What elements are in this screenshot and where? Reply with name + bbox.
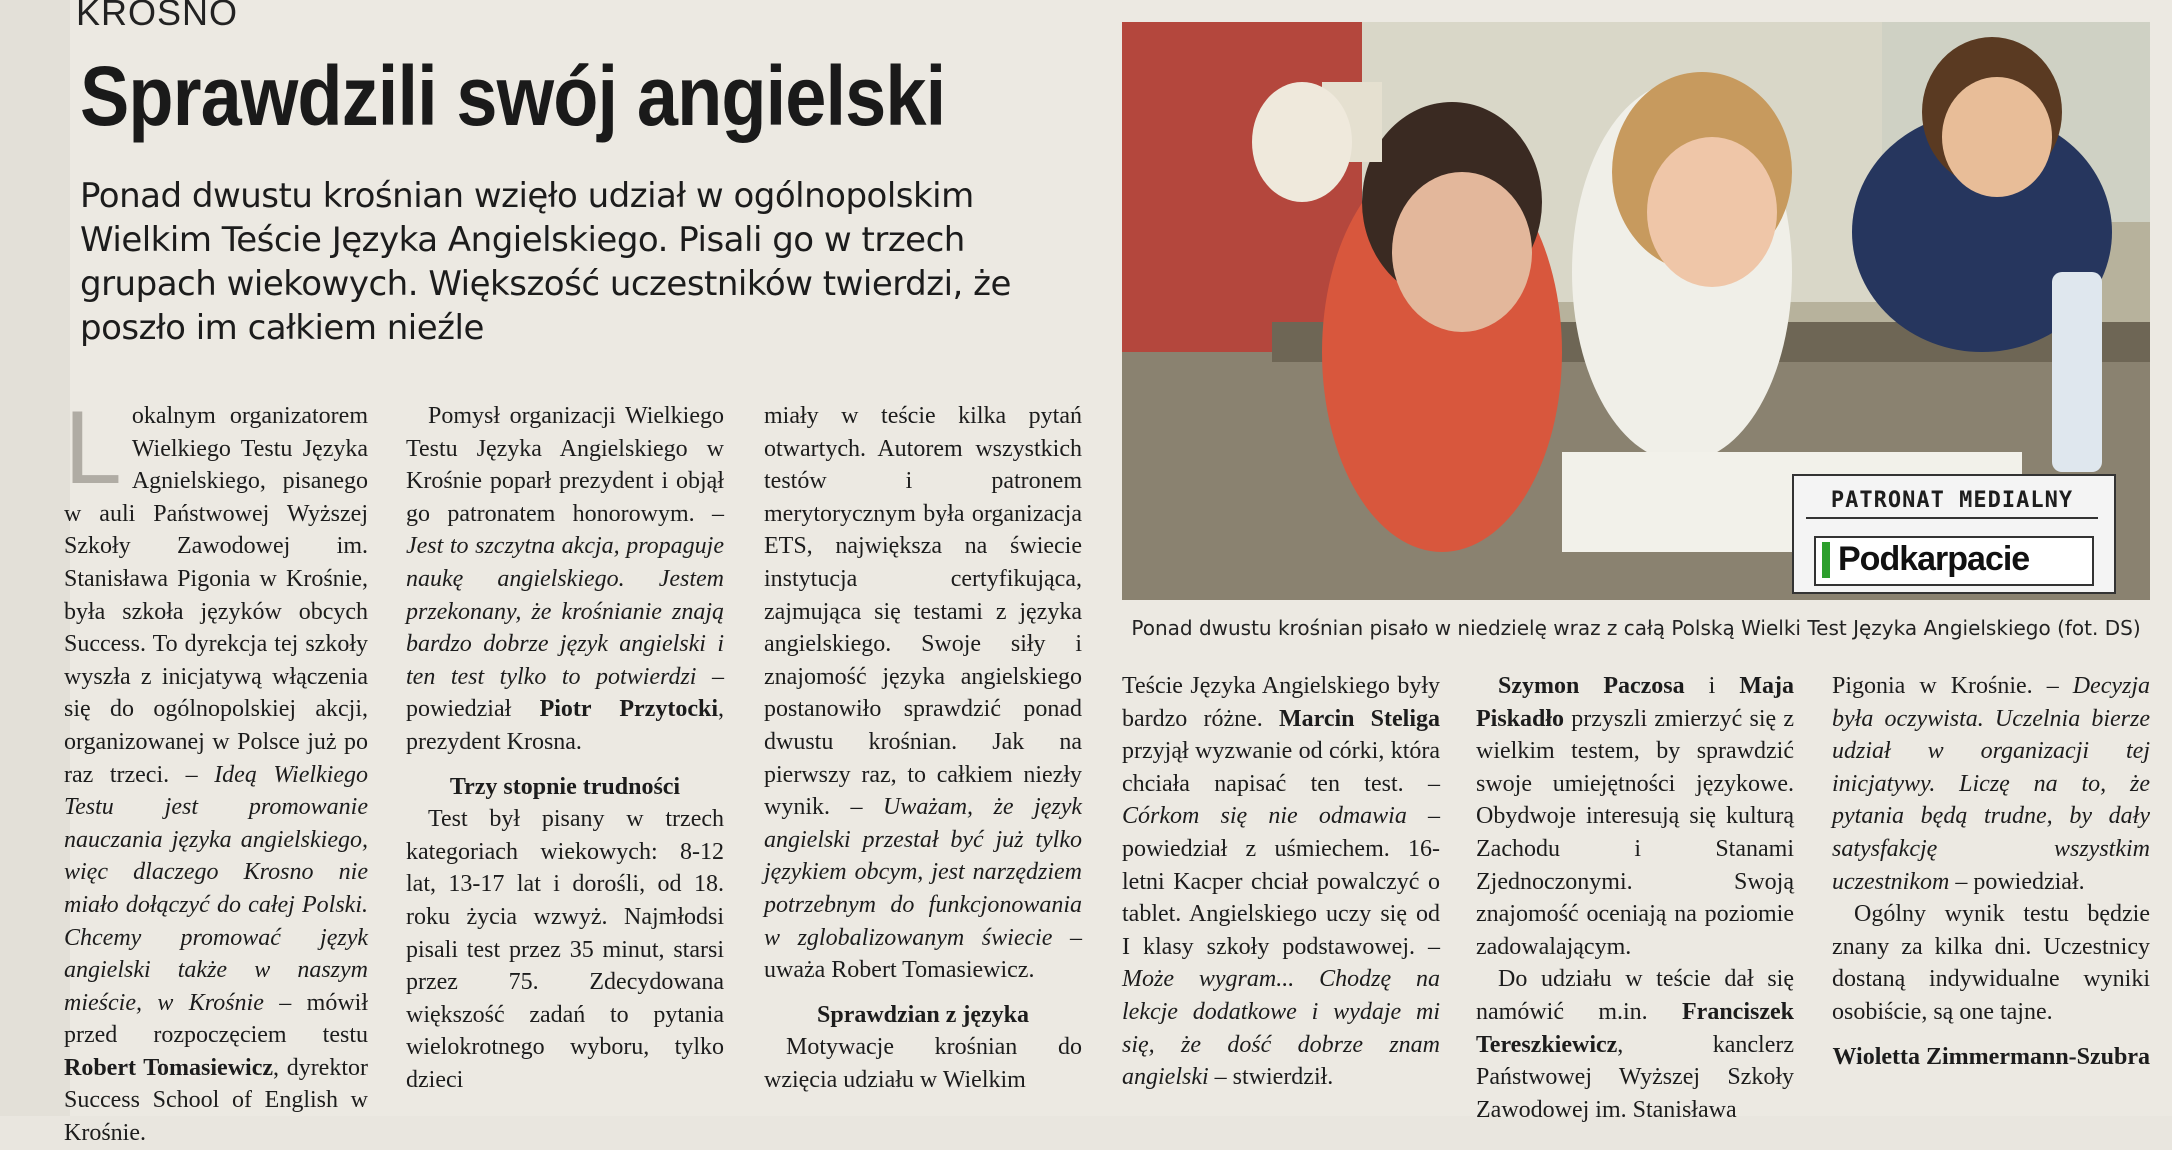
quote: Uważam, że język angielski przestał być już tylko językiem obcym, jest narzędziem potrzebnym do funkcjonowania w zglobalizowanym świecie [764, 794, 1082, 951]
text: Do udziału w teście dał się namówić m.in. [1476, 966, 1794, 1025]
article-column-4 [1122, 670, 1440, 1094]
quote: Decyzja była oczywista. Uczelnia bierze udział w organizacji tej inicjatywy. Liczę na to, że pytania będą trudne, by dały satysfakcję wszystkim uczestnikom [1832, 673, 2150, 895]
person-name: Marcin Steliga [1278, 705, 1440, 732]
media-patronage-badge [1792, 474, 2116, 594]
text: Pomysł organizacji Wielkiego Testu Języka Angielskiego w Krośnie poparł prezydent i objął go patronatem honorowym. – [406, 403, 724, 527]
text: – powiedział [406, 663, 724, 723]
text: okalnym organizatorem Wielkiego Testu Języka Agnielskiego, pisanego w auli Państwowej Wyższej Szkoły Zawodowej im. Stanisława Pigonia w Krośnie, była szkoła języków obcych Success. To dyrekcja tej szkoły wyszła z inicjatywą włączenia się do ogólnopolskiej akcji, organizowanej w Polsce już po raz trzeci. – [64, 403, 368, 788]
text: przyszli zmierzyć się z wielkim testem, by sprawdzić swoje umiejętności językowe. Obydwoje interesują się kulturą Zachodu i Stanami Zjednoczonymi. Swoją znajomość oceniają na poziomie zadowalającym. [1476, 705, 1794, 960]
person-name: Piotr Przytocki [539, 696, 718, 723]
paragraph: Test był pisany w trzech kategoriach wiekowych: 8-12 lat, 13-17 lat i dorośli, od 18. roku życia wzwyż. Najmłodsi pisali test przez 35 minut, starsi przez 75. Zdecydowana większość zadań to pytania wielokrotnego wyboru, tylko dzieci [406, 806, 724, 1093]
article-column-5 [1476, 670, 1794, 1126]
article-column-2 [406, 400, 724, 1096]
subheading: Sprawdzian z języka [817, 1001, 1029, 1028]
text: – mówił przed rozpoczęciem testu [64, 989, 368, 1049]
headline: Sprawdzili swój angielski [80, 49, 946, 143]
article-column-1 [64, 390, 368, 1150]
article-column-3 [764, 400, 1082, 1096]
text: miały w teście kilka pytań otwartych. Autorem wszystkich testów i patronem merytorycznym była organizacja ETS, największa na świecie instytucja certyfikująca, zajmująca się testami z języka angielskiego. Swoje siły i znajomość języka angielskiego postanowiło sprawdzić ponad dwustu krośnian. Jak na pierwszy raz, to całkiem niezły wynik. – [764, 403, 1082, 821]
text: przyjął wyzwanie od córki, która chciała napisać ten test. – [1122, 738, 1440, 797]
text: – powiedział z uśmiechem. 16-letni Kacper chciał powalczyć o tablet. Angielskiego uczy się od I klasy szkoły podstawowej. – [1122, 803, 1440, 960]
text: – stwierdził. [1208, 1064, 1334, 1091]
quote: Córkom się nie odmawia [1122, 803, 1407, 830]
text: – uważa Robert Tomasiewicz. [764, 924, 1083, 984]
drop-cap: L [64, 390, 122, 506]
paragraph: Ogólny wynik testu będzie znany za kilka dni. Uczestnicy dostaną indywidualne wyniki osobiście, są one tajne. [1832, 901, 2150, 1025]
text: Pigonia w Krośnie. – [1832, 673, 2073, 699]
paragraph: Motywacje krośnian do wzięcia udziału w Wielkim [764, 1034, 1082, 1093]
text: , kanclerz Państwowej Wyższej Szkoły Zawodowej im. Stanisława [1476, 1031, 1794, 1123]
quote: Jest to szczytna akcja, propaguje naukę angielskiego. Jestem przekonany, że krośnianie znają bardzo dobrze język angielski i ten test tylko to potwierdzi [406, 533, 724, 690]
subheading: Trzy stopnie trudności [449, 773, 681, 800]
logo-text: Podkarpacie [1838, 540, 2030, 578]
section-label: KROSNO [76, 0, 239, 33]
text: – powiedział. [1949, 868, 2085, 895]
author-byline: Wioletta Zimmermann-Szubra [1832, 1043, 2150, 1070]
article-column-6 [1832, 670, 2150, 1073]
adjacent-page-edge [0, 0, 70, 1116]
photo-caption: Ponad dwustu krośnian pisało w niedzielę wraz z całą Polską Wielki Test Języka Angielskiego (fot. DS) [1131, 616, 2141, 640]
person-name: Franciszek Tereszkiewicz [1476, 998, 1794, 1058]
person-name: Maja Piskadło [1476, 673, 1794, 732]
text: , prezydent Krosna. [406, 696, 724, 755]
quote: Może wygram... Chodzę na lekcje dodatkowe i wydaje mi się, że dość dobrze znam angielski [1122, 966, 1440, 1091]
text: Teście Języka Angielskiego były bardzo różne. [1122, 673, 1440, 732]
podkarpacie-logo [1814, 536, 2094, 586]
person-name: Robert Tomasiewicz [64, 1054, 273, 1081]
badge-title: PATRONAT MEDIALNY [1806, 488, 2098, 519]
lead-paragraph: Ponad dwustu krośnian wzięło udział w ogólnopolskim Wielkim Teście Języka Angielskiego. Pisali go w trzech grupach wiekowych. Większość uczestników twierdzi, że poszło im całkiem nieźle [80, 176, 1011, 348]
text: , dyrektor Success School of English w Krośnie. [64, 1054, 368, 1147]
logo-accent-bar [1822, 542, 1830, 578]
quote: Ideą Wielkiego Testu jest promowanie nauczania języka angielskiego, więc dlaczego Krosno nie miało dołączyć do całej Polski. Chcemy promować język angielski także w naszym mieście, w Krośnie [64, 761, 368, 1016]
person-name: Szymon Paczosa [1498, 673, 1685, 699]
text: i [1684, 673, 1740, 699]
